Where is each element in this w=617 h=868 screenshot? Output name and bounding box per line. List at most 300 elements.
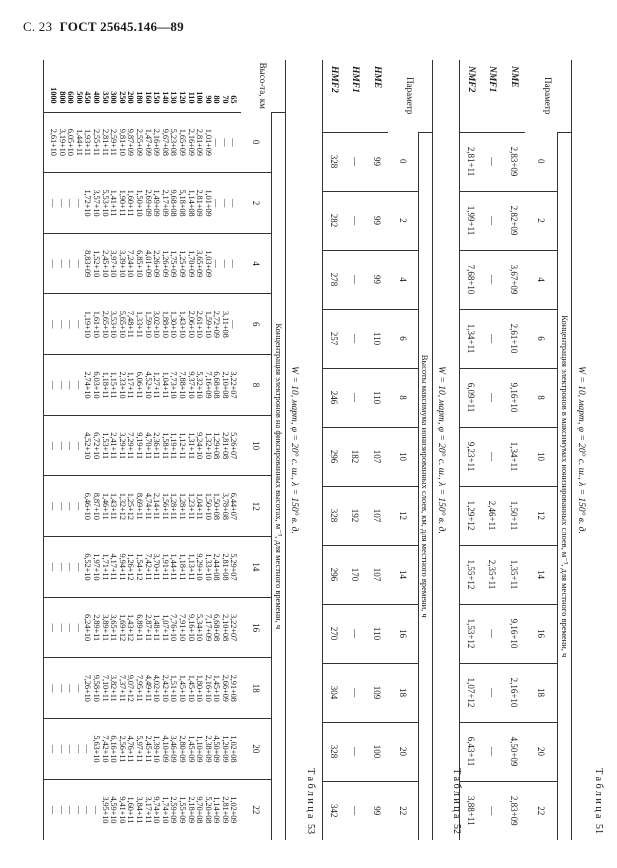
value-cell: 1,75+09 [169, 250, 179, 278]
value-cell: — [229, 138, 239, 147]
value-cell: 1,18+11 [177, 553, 187, 581]
value-cell: 1,53+12 [460, 604, 482, 663]
altitude-value: 200 [126, 91, 136, 104]
value-cell: — [345, 132, 367, 191]
value-cell: 5,65+10 [117, 310, 127, 338]
value-cell: 6,05+10 [66, 128, 76, 156]
value-cell: 3,29+11 [117, 432, 127, 459]
value-cell: 2,16+09 [152, 128, 162, 156]
value-cell: — [482, 427, 504, 486]
value-cell: 1,45+10 [212, 674, 222, 702]
value-cell: — [74, 744, 84, 754]
value-cell: 5,20+08 [203, 796, 213, 824]
value-cell: 9,41+10 [117, 796, 127, 824]
param-name: HMF2 [323, 60, 345, 132]
value-cell: — [345, 309, 367, 368]
value-cell: 107 [367, 545, 389, 604]
param-name: HME [372, 66, 383, 89]
value-cell: 342 [323, 781, 345, 840]
value-cell: 1,50+08 [212, 492, 222, 520]
value-cell: — [74, 684, 84, 693]
value-cell: 99 [367, 781, 389, 840]
value-cell: 8,69+11 [134, 492, 144, 520]
value-cell: 3,82+11 [109, 674, 119, 702]
value-cell: — [229, 259, 239, 268]
hour-header: 4 [242, 233, 272, 294]
value-cell: 2,55+09 [134, 128, 144, 156]
value-cell: 7,24+10 [126, 250, 136, 278]
value-cell: 99 [367, 132, 389, 191]
value-cell: 1,14+09 [212, 796, 222, 824]
table-51 [459, 60, 572, 840]
value-cell: 328 [323, 132, 345, 191]
value-cell: 1,26+09 [160, 250, 170, 278]
value-column [44, 779, 242, 840]
value-cell: 3,17+11 [143, 796, 153, 824]
value-cell: 1,23+11 [186, 492, 196, 520]
value-cell: 9,19+11 [134, 432, 144, 459]
hour-header: 12 [389, 486, 419, 545]
hour-header: 22 [389, 781, 419, 840]
value-cell: 2,69+09 [143, 189, 153, 217]
hour-header: 22 [526, 781, 558, 840]
standard-id: ГОСТ 25645.146—89 [59, 19, 184, 34]
altitude-value: 400 [92, 91, 101, 104]
value-cell: 2,36+11 [152, 432, 162, 459]
value-cell: — [345, 781, 367, 840]
value-cell: 9,81+10 [117, 128, 127, 156]
value-cell: 1,28+11 [177, 492, 187, 520]
value-cell: 1,45+10 [177, 674, 187, 702]
value-column [44, 476, 242, 537]
page-header [23, 19, 184, 35]
value-cell: 5,29+07 [229, 553, 239, 581]
rotated-tables-sheet [38, 60, 608, 840]
value-cell: 4,74+11 [143, 492, 153, 520]
value-cell: — [482, 191, 504, 250]
value-cell: — [212, 198, 222, 208]
value-cell: — [66, 259, 76, 268]
value-cell: — [49, 744, 59, 754]
value-cell: 2,46+11 [482, 486, 504, 545]
group-header: Концентрация электронов на фиксированных высотах, м⁻³, для местного времени, ч [272, 112, 286, 840]
value-cell: — [66, 562, 76, 572]
value-cell: 2,16+09 [186, 128, 196, 156]
value-cell: 7,95+11 [134, 674, 144, 702]
value-cell: 9,74+10 [152, 796, 162, 824]
table-51-title: Таблица51 [593, 768, 604, 834]
hour-header: 20 [389, 722, 419, 781]
value-cell: — [220, 138, 230, 147]
value-cell: 1,34+11 [460, 309, 482, 368]
hour-header: 16 [526, 604, 558, 663]
value-cell: 9,94+11 [117, 553, 127, 581]
value-cell: — [57, 198, 67, 208]
value-cell: — [220, 198, 230, 208]
param-header: Параметр [389, 60, 433, 132]
value-cell: — [345, 663, 367, 722]
value-cell: 7,91+10 [177, 614, 187, 642]
value-cell: 2,44+08 [212, 553, 222, 581]
value-cell: 1,29+08 [212, 432, 222, 460]
value-cell: 6,46+10 [83, 492, 93, 520]
hour-header: 0 [242, 112, 272, 173]
value-cell: — [482, 663, 504, 722]
value-cell: 1,03+09 [203, 250, 213, 278]
hour-header: 18 [242, 658, 272, 719]
value-cell: 1,90+11 [117, 189, 127, 217]
value-cell: 1,55+09 [177, 796, 187, 824]
value-cell: 2,83+09 [504, 132, 526, 191]
table-row [367, 60, 389, 840]
value-cell: 9,37+10 [186, 371, 196, 399]
value-cell: 2,81+11 [100, 128, 110, 156]
value-cell: — [229, 198, 239, 208]
value-cell: 1,49+09 [152, 189, 162, 217]
value-cell: 5,34+10 [195, 614, 205, 642]
value-cell: 9,07+12 [126, 674, 136, 702]
value-cell: 9,16+10 [504, 368, 526, 427]
value-cell: 7,17+09 [203, 614, 213, 642]
value-cell: — [482, 781, 504, 840]
altitude-value: 110 [186, 91, 196, 104]
value-cell: — [482, 604, 504, 663]
value-cell: 6,16+10 [109, 735, 119, 763]
value-cell: 1,99+11 [460, 191, 482, 250]
value-cell: 1,04+11 [195, 492, 205, 520]
table-52-caption: W = 10, март, φ = 20° с. ш., λ = 150° в. д. [436, 366, 446, 534]
value-cell: 6,09+11 [460, 368, 482, 427]
value-cell: 2,06+10 [186, 310, 196, 338]
altitude-value: 450 [83, 91, 93, 104]
value-cell: 7,73+10 [169, 371, 179, 399]
value-cell: 6,72+10 [92, 432, 101, 460]
value-cell: 2,81+08 [220, 432, 230, 460]
value-cell: 1,13+11 [186, 553, 196, 581]
value-cell: 1,15+11 [109, 371, 119, 399]
value-cell: 4,10+09 [160, 735, 170, 763]
value-cell: 9,23+11 [460, 427, 482, 486]
value-column [44, 294, 242, 355]
value-cell: 7,37+11 [117, 674, 127, 702]
value-cell: — [57, 805, 67, 814]
value-cell: 3,88+11 [460, 781, 482, 840]
value-cell: 1,28+11 [169, 492, 179, 520]
value-cell: — [49, 502, 59, 511]
value-column [44, 355, 242, 416]
altitude-value: 250 [117, 91, 127, 104]
value-cell: — [74, 805, 84, 814]
value-cell: 5,32+10 [195, 371, 205, 399]
value-cell: — [57, 562, 67, 572]
value-cell: 1,01+09 [203, 189, 213, 217]
value-cell: 2,81+11 [460, 132, 482, 191]
altitude-value: 500 [74, 91, 84, 104]
altitude-value: 150 [152, 91, 162, 104]
value-cell: 6,06+11 [134, 371, 144, 399]
value-cell: 5,26+07 [229, 432, 239, 460]
altitude-value: 350 [100, 91, 110, 104]
hour-header: 8 [526, 368, 558, 427]
value-cell: 3,22+07 [229, 371, 239, 399]
value-cell: — [49, 259, 59, 268]
value-cell: 9,16+10 [504, 604, 526, 663]
value-cell: — [57, 502, 67, 511]
value-cell: 1,56+11 [160, 492, 170, 520]
value-cell: 109 [367, 663, 389, 722]
value-cell: 5,53+10 [100, 189, 110, 217]
value-cell: 7,48+11 [126, 310, 136, 338]
altitude-value: 80 [212, 95, 222, 104]
page-number: С. 23 [23, 19, 53, 34]
value-column [44, 537, 242, 598]
hour-header: 4 [389, 250, 419, 309]
value-cell: 1,02+09 [229, 796, 239, 824]
value-cell: 4,70+11 [143, 432, 153, 459]
value-cell: 2,26+09 [152, 250, 162, 278]
value-cell: 1,58+11 [160, 432, 170, 459]
value-cell: 4,50+09 [212, 735, 222, 763]
value-cell: 1,50+10 [203, 492, 213, 520]
value-cell: 9,24+10 [195, 432, 205, 460]
value-cell: 5,18+08 [177, 189, 187, 217]
altitude-value: 600 [66, 91, 76, 104]
value-cell: 1,51+10 [169, 674, 179, 702]
value-cell: 2,56+11 [117, 735, 127, 763]
altitude-value: 65 [229, 95, 239, 104]
value-cell: 100 [367, 722, 389, 781]
value-cell: — [482, 368, 504, 427]
value-cell: 170 [345, 545, 367, 604]
param-name: HMF1 [350, 66, 361, 93]
value-cell: — [66, 380, 76, 390]
value-cell: 2,45+10 [100, 250, 110, 278]
value-cell: — [66, 744, 76, 754]
altitude-value: 100 [195, 91, 205, 104]
hour-header: 12 [526, 486, 558, 545]
altitude-value: 140 [160, 91, 170, 104]
value-cell: 1,31+11 [186, 432, 196, 459]
value-cell: — [92, 805, 101, 814]
value-cell: 2,61+10 [504, 309, 526, 368]
value-cell: — [74, 259, 84, 268]
value-cell: 3,11+08 [220, 310, 230, 338]
value-cell: — [66, 198, 76, 208]
hour-header: 20 [242, 719, 272, 780]
value-cell: 3,02+10 [152, 310, 162, 338]
value-cell: 4,02+10 [152, 674, 162, 702]
value-cell: 1,65+09 [177, 128, 187, 156]
value-column [44, 173, 242, 234]
value-cell: 3,89+11 [100, 614, 110, 641]
hour-header: 14 [526, 545, 558, 604]
value-cell: 3,53+10 [109, 310, 119, 338]
table-row [44, 60, 242, 840]
hour-header: 12 [242, 476, 272, 537]
hour-header: 10 [526, 427, 558, 486]
altitude-list [44, 60, 242, 112]
value-cell: 1,30+10 [169, 310, 179, 338]
altitude-value: 800 [57, 91, 67, 104]
value-cell: 8,83+09 [83, 250, 93, 278]
value-cell: 1,54+12 [134, 553, 144, 581]
value-cell: — [229, 320, 239, 329]
value-cell: 4,52+10 [83, 432, 93, 460]
value-cell: 1,59+10 [203, 310, 213, 338]
value-cell: — [83, 744, 93, 754]
value-cell: 1,44+11 [74, 128, 84, 156]
value-cell: — [57, 380, 67, 390]
value-cell: — [66, 502, 76, 511]
value-cell: 3,78+08 [220, 492, 230, 520]
value-cell: 7,76+10 [169, 614, 179, 642]
value-cell: 7,42+10 [100, 735, 110, 763]
value-cell: 7,16+09 [203, 371, 213, 399]
value-cell: 6,43+11 [460, 722, 482, 781]
value-cell: 282 [323, 191, 345, 250]
value-cell: 1,35+11 [504, 545, 526, 604]
value-cell: 1,71+11 [100, 553, 110, 581]
value-cell: 99 [367, 191, 389, 250]
value-cell: 2,65+10 [100, 310, 110, 338]
value-cell: 3,39+10 [117, 250, 127, 278]
value-cell: 2,81+09 [195, 189, 205, 217]
value-cell: 296 [323, 545, 345, 604]
value-cell: 2,17+09 [160, 189, 170, 217]
value-cell: 1,18+11 [100, 371, 110, 399]
value-cell: 4,76+11 [126, 735, 136, 763]
hour-header: 22 [242, 779, 272, 840]
altitude-value: 300 [109, 91, 119, 104]
value-cell: — [74, 320, 84, 329]
value-cell: 6,52+10 [83, 553, 93, 581]
value-cell: — [345, 191, 367, 250]
value-cell: 2,74+10 [83, 371, 93, 399]
value-cell: 2,16+10 [203, 674, 213, 702]
value-cell: 1,07+12 [460, 663, 482, 722]
value-cell: — [49, 320, 59, 329]
table-53-title: Таблица53 [305, 768, 316, 834]
value-cell: 1,44+11 [169, 553, 179, 581]
value-column [44, 597, 242, 658]
hour-header: 0 [526, 132, 558, 191]
value-cell: 1,61+10 [92, 310, 101, 338]
value-cell: — [345, 604, 367, 663]
value-cell: 99 [367, 250, 389, 309]
value-cell: 304 [323, 663, 345, 722]
hour-header: 8 [242, 355, 272, 416]
value-cell: — [345, 722, 367, 781]
value-cell: — [74, 502, 84, 511]
value-cell: 3,65+11 [109, 614, 119, 641]
value-cell: 3,84+11 [134, 796, 144, 824]
value-cell: 2,10+08 [220, 371, 230, 399]
hour-header: 18 [526, 663, 558, 722]
value-cell: 1,47+09 [143, 128, 153, 156]
value-cell: 1,10+09 [195, 735, 205, 763]
value-cell: 107 [367, 427, 389, 486]
value-cell: 110 [367, 368, 389, 427]
value-column [44, 658, 242, 719]
value-cell: 1,45+09 [186, 735, 196, 763]
value-cell: 1,33+11 [134, 310, 144, 338]
value-cell: — [74, 441, 84, 450]
value-cell: 296 [323, 427, 345, 486]
value-cell: — [49, 380, 59, 390]
value-cell: 2,61+10 [49, 128, 59, 156]
hour-header: 6 [389, 309, 419, 368]
value-cell: 9,70+08 [195, 796, 205, 824]
value-cell: 1,12+11 [177, 432, 187, 459]
value-cell: 1,27+11 [152, 371, 162, 399]
value-cell: 2,81+09 [220, 796, 230, 824]
altitude-value: 130 [169, 91, 179, 104]
table-row [482, 60, 504, 840]
value-cell: 1,26+12 [126, 553, 136, 581]
group-header: Концентрация электронов в максимумах ионизированных слоев, м⁻³, для местного времени, ч [558, 132, 572, 840]
value-cell: 1,32+10 [203, 432, 213, 460]
value-cell: — [49, 684, 59, 693]
value-cell: 1,50+10 [134, 189, 144, 217]
value-cell: — [57, 684, 67, 693]
value-cell: — [74, 198, 84, 208]
value-cell: 3,70+11 [152, 553, 162, 581]
value-column [44, 112, 242, 173]
value-cell: — [220, 259, 230, 268]
value-cell: 1,91+11 [160, 553, 170, 581]
value-cell: 2,41+11 [109, 432, 119, 459]
altitude-value: 120 [177, 91, 187, 104]
value-cell: — [49, 805, 59, 814]
value-cell: 1,01+09 [203, 128, 213, 156]
value-cell: 7,10+11 [100, 674, 110, 702]
value-cell: 1,74+10 [160, 796, 170, 824]
value-cell: 2,61+10 [195, 310, 205, 338]
value-cell: 7,29+11 [126, 432, 136, 459]
value-cell: 2,72+09 [212, 310, 222, 338]
value-cell: 1,17+11 [126, 371, 136, 399]
value-cell: 5,63+10 [92, 735, 101, 763]
hour-header: 4 [526, 250, 558, 309]
hour-header: 14 [389, 545, 419, 604]
value-cell: — [482, 250, 504, 309]
value-cell: 1,25+12 [126, 492, 136, 520]
value-cell: 8,87+10 [92, 492, 101, 520]
value-cell: 4,49+11 [143, 674, 153, 702]
param-name: NMF1 [487, 66, 498, 93]
hour-header: 8 [389, 368, 419, 427]
hour-header: 16 [389, 604, 419, 663]
value-cell: 1,39+10 [152, 735, 162, 763]
value-cell: 1,34+11 [504, 427, 526, 486]
value-cell: — [49, 441, 59, 450]
value-cell: 278 [323, 250, 345, 309]
value-cell: 1,60+11 [126, 189, 136, 217]
value-cell: — [49, 562, 59, 572]
value-cell: 4,59+10 [109, 796, 119, 824]
value-cell: 1,70+09 [186, 250, 196, 278]
value-cell: — [74, 562, 84, 572]
value-cell: 9,58+10 [92, 674, 101, 702]
value-cell: 1,33+10 [203, 553, 213, 581]
param-name: NMF2 [460, 60, 482, 132]
value-cell: 1,69+12 [117, 614, 127, 642]
value-cell: 192 [345, 486, 367, 545]
hour-header: 18 [389, 663, 419, 722]
value-cell: 3,19+10 [57, 128, 67, 156]
value-cell: — [83, 805, 93, 814]
value-cell: 3,65+09 [195, 250, 205, 278]
